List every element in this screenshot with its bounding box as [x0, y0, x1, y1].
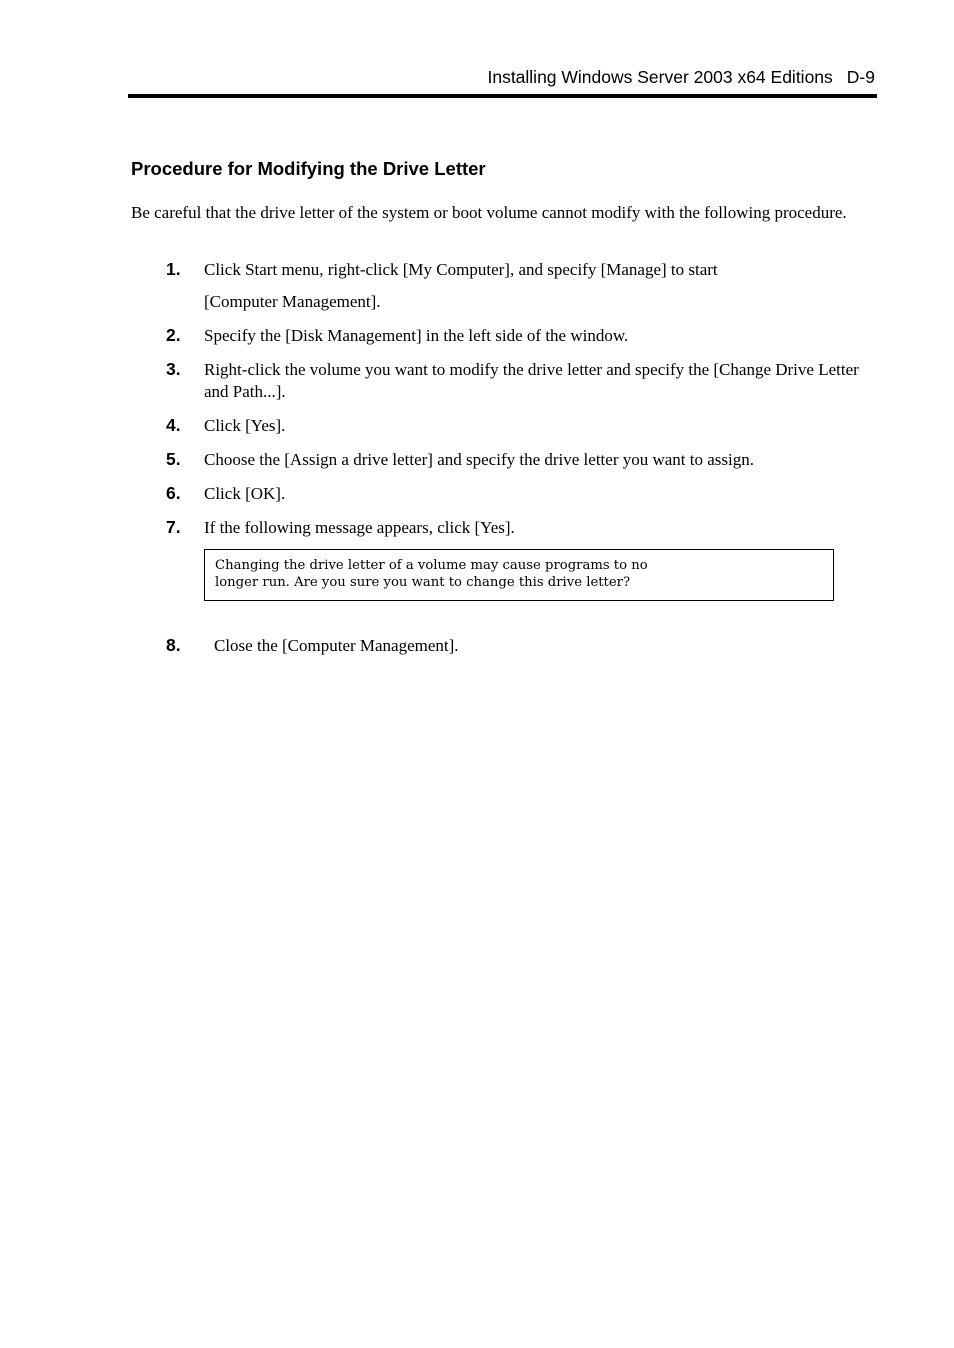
step-text: Choose the [Assign a drive letter] and specify the drive letter you want to assign. [204, 450, 754, 469]
step-number: 5. [166, 449, 181, 469]
step-text: Click [OK]. [204, 484, 286, 503]
step-text: Close the [Computer Management]. [214, 636, 459, 655]
step-text: If the following message appears, click [Yes]. [204, 518, 515, 537]
step-number: 4. [166, 415, 181, 435]
page-header [128, 64, 877, 98]
step-number: 1. [166, 259, 181, 279]
message-line-1: Changing the drive letter of a volume may cause programs to no [215, 558, 648, 573]
header-title: Installing Windows Server 2003 x64 Editions [487, 67, 833, 87]
step-text: Click Start menu, right-click [My Computer], and specify [Manage] to start [Computer Management]. [204, 260, 718, 311]
step-number: 8. [166, 635, 181, 655]
step-number: 7. [166, 517, 181, 537]
dialog-message-box [204, 549, 834, 601]
step-text: Right-click the volume you want to modify the drive letter and specify the [Change Drive Letter and Path...]. [204, 360, 859, 401]
section-title: Procedure for Modifying the Drive Letter [131, 158, 486, 179]
step-number: 3. [166, 359, 181, 379]
message-line-2: longer run. Are you sure you want to change this drive letter? [215, 575, 631, 590]
step-number: 2. [166, 325, 181, 345]
page-number: D-9 [846, 67, 875, 87]
step-number: 6. [166, 483, 181, 503]
intro-paragraph: Be careful that the drive letter of the system or boot volume cannot modify with the following procedure. [131, 203, 847, 222]
header-text [487, 66, 875, 88]
step-text: Specify the [Disk Management] in the left side of the window. [204, 326, 629, 345]
step-text: Click [Yes]. [204, 416, 286, 435]
